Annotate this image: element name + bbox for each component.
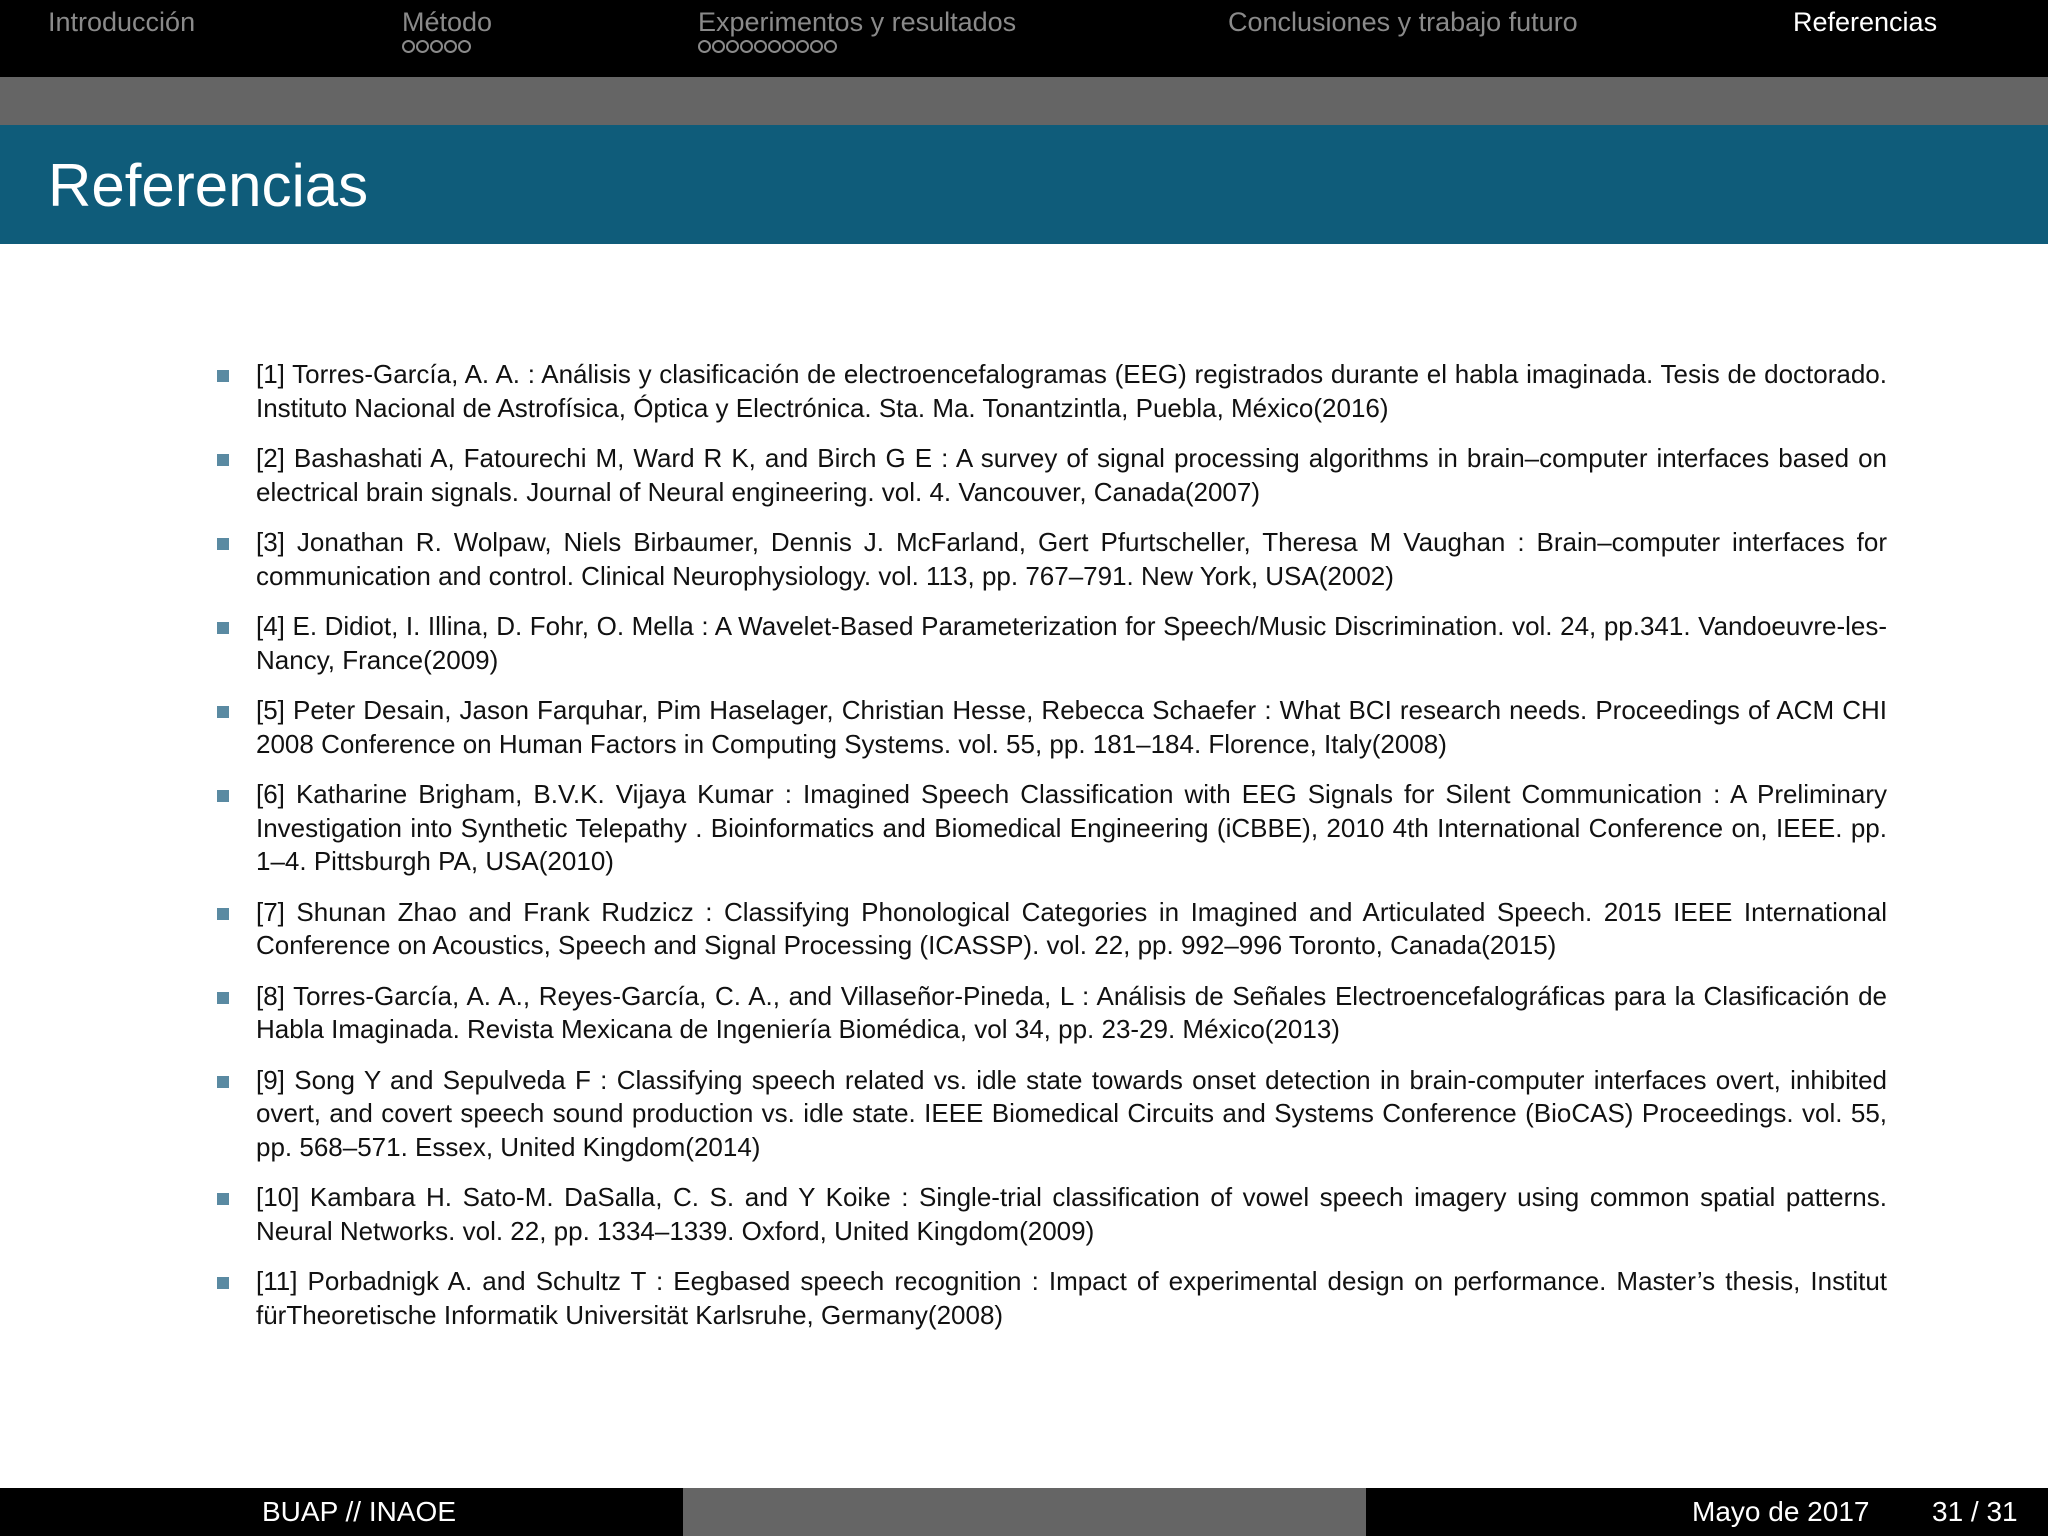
subsection-bar [0,77,2048,125]
slide-dot-icon[interactable] [416,40,429,53]
footer-left [0,1488,683,1536]
square-bullet-icon [217,908,229,920]
slide-dot-icon[interactable] [824,40,837,53]
reference-text: [3] Jonathan R. Wolpaw, Niels Birbaumer, Dennis J. McFarland, Gert Pfurtscheller, Theresa M Vaughan : Brain–computer interfaces for communication and control. Clinical Neurophysiology. vol. 113, pp. 767–791. New York, USA(2002) [256,527,1887,591]
reference-text: [11] Porbadnigk A. and Schultz T : Eegbased speech recognition : Impact of experimental design on performance. Master’s thesis, Institut fürTheoretische Informatik Universität Karlsruhe, Germany(2008) [256,1266,1887,1330]
square-bullet-icon [217,538,229,550]
reference-item [217,442,1887,509]
slide-dot-icon[interactable] [726,40,739,53]
slide-dot-icon[interactable] [768,40,781,53]
frame-title-bar [0,125,2048,244]
reference-text: [10] Kambara H. Sato-M. DaSalla, C. S. and Y Koike : Single-trial classification of vowel speech imagery using common spatial patterns. Neural Networks. vol. 22, pp. 1334–1339. Oxford, United Kingdom(2009) [256,1182,1887,1246]
square-bullet-icon [217,790,229,802]
nav-section-label: Experimentos y resultados [698,7,1017,37]
slide-dot-icon[interactable] [740,40,753,53]
nav-section-label: Conclusiones y trabajo futuro [1228,7,1578,37]
reference-text: [6] Katharine Brigham, B.V.K. Vijaya Kumar : Imagined Speech Classification with EEG Signals for Silent Communication : A Preliminary Investigation into Synthetic Telepathy . Bioinformatics and Biomedical Engineering (iCBBE), 2010 4th International Conference on, IEEE. pp. 1–4. Pittsburgh PA, USA(2010) [256,779,1887,876]
nav-section-experimentos[interactable] [698,6,1016,60]
reference-item [217,778,1887,879]
slide-dot-icon[interactable] [458,40,471,53]
nav-section-referencias[interactable] [1793,6,1937,38]
section-navigation [0,0,2048,77]
reference-item [217,1181,1887,1248]
reference-text: [2] Bashashati A, Fatourechi M, Ward R K, and Birch G E : A survey of signal processing algorithms in brain–computer interfaces based on electrical brain signals. Journal of Neural engineering. vol. 4. Vancouver, Canada(2007) [256,443,1887,507]
reference-item [217,358,1887,425]
reference-text: [1] Torres-García, A. A. : Análisis y clasificación de electroencefalogramas (EEG) registrados durante el habla imaginada. Tesis de doctorado. Instituto Nacional de Astrofísica, Óptica y Electrónica. Sta. Ma. Tonantzintla, Puebla, México(2016) [256,359,1887,423]
square-bullet-icon [217,1193,229,1205]
footer-middle [683,1488,1366,1536]
footer-date: Mayo de 2017 [1692,1496,1870,1527]
slide-dot-icon[interactable] [782,40,795,53]
square-bullet-icon [217,1277,229,1289]
footer [0,1488,2048,1536]
reference-item [217,526,1887,593]
square-bullet-icon [217,622,229,634]
reference-text: [8] Torres-García, A. A., Reyes-García, C. A., and Villaseñor-Pineda, L : Análisis de Señales Electroencefalográficas para la Clasificación de Habla Imaginada. Revista Mexicana de Ingeniería Biomédica, vol 34, pp. 23-29. México(2013) [256,980,1887,1044]
nav-section-conclusiones[interactable] [1228,6,1578,38]
slide-dot-icon[interactable] [402,40,415,53]
square-bullet-icon [217,706,229,718]
slide-dot-icon[interactable] [698,40,711,53]
page-number: 31 / 31 [1932,1496,2018,1527]
slide-dot-icon[interactable] [444,40,457,53]
square-bullet-icon [217,454,229,466]
square-bullet-icon [217,370,229,382]
nav-section-label: Método [402,7,493,37]
slide-dot-icon[interactable] [810,40,823,53]
reference-text: [7] Shunan Zhao and Frank Rudzicz : Classifying Phonological Categories in Imagined and Articulated Speech. 2015 IEEE International Conference on Acoustics, Speech and Signal Processing (ICASSP). vol. 22, pp. 992–996 Toronto, Canada(2015) [256,896,1887,960]
square-bullet-icon [217,1076,229,1088]
reference-item [217,694,1887,761]
footer-right [1366,1488,2048,1536]
references-list [217,358,1887,1349]
reference-text: [4] E. Didiot, I. Illina, D. Fohr, O. Mella : A Wavelet-Based Parameterization for Speech/Music Discrimination. vol. 24, pp.341. Vandoeuvre-les-Nancy, France(2009) [256,611,1887,675]
slide-dot-icon[interactable] [754,40,767,53]
nav-slide-dots [698,40,1016,60]
nav-section-introduccion[interactable] [48,6,195,38]
slide-dot-icon[interactable] [796,40,809,53]
reference-item [217,610,1887,677]
reference-text: [5] Peter Desain, Jason Farquhar, Pim Haselager, Christian Hesse, Rebecca Schaefer : What BCI research needs. Proceedings of ACM CHI 2008 Conference on Human Factors in Computing Systems. vol. 55, pp. 181–184. Florence, Italy(2008) [256,695,1887,759]
reference-item [217,1265,1887,1332]
slide-dot-icon[interactable] [430,40,443,53]
nav-section-label: Introducción [48,7,196,37]
slide-dot-icon[interactable] [712,40,725,53]
reference-item [217,980,1887,1047]
reference-item [217,896,1887,963]
square-bullet-icon [217,992,229,1004]
nav-slide-dots [402,40,492,60]
footer-institution: BUAP // INAOE [262,1496,456,1527]
reference-text: [9] Song Y and Sepulveda F : Classifying speech related vs. idle state towards onset detection in brain-computer interfaces overt, inhibited overt, and covert speech sound production vs. idle state. IEEE Biomedical Circuits and Systems Conference (BioCAS) Proceedings. vol. 55, pp. 568–571. Essex, United Kingdom(2014) [256,1064,1887,1162]
nav-section-metodo[interactable] [402,6,492,60]
page-title: Referencias [48,152,369,219]
nav-section-label: Referencias [1793,7,1938,37]
reference-item [217,1064,1887,1165]
